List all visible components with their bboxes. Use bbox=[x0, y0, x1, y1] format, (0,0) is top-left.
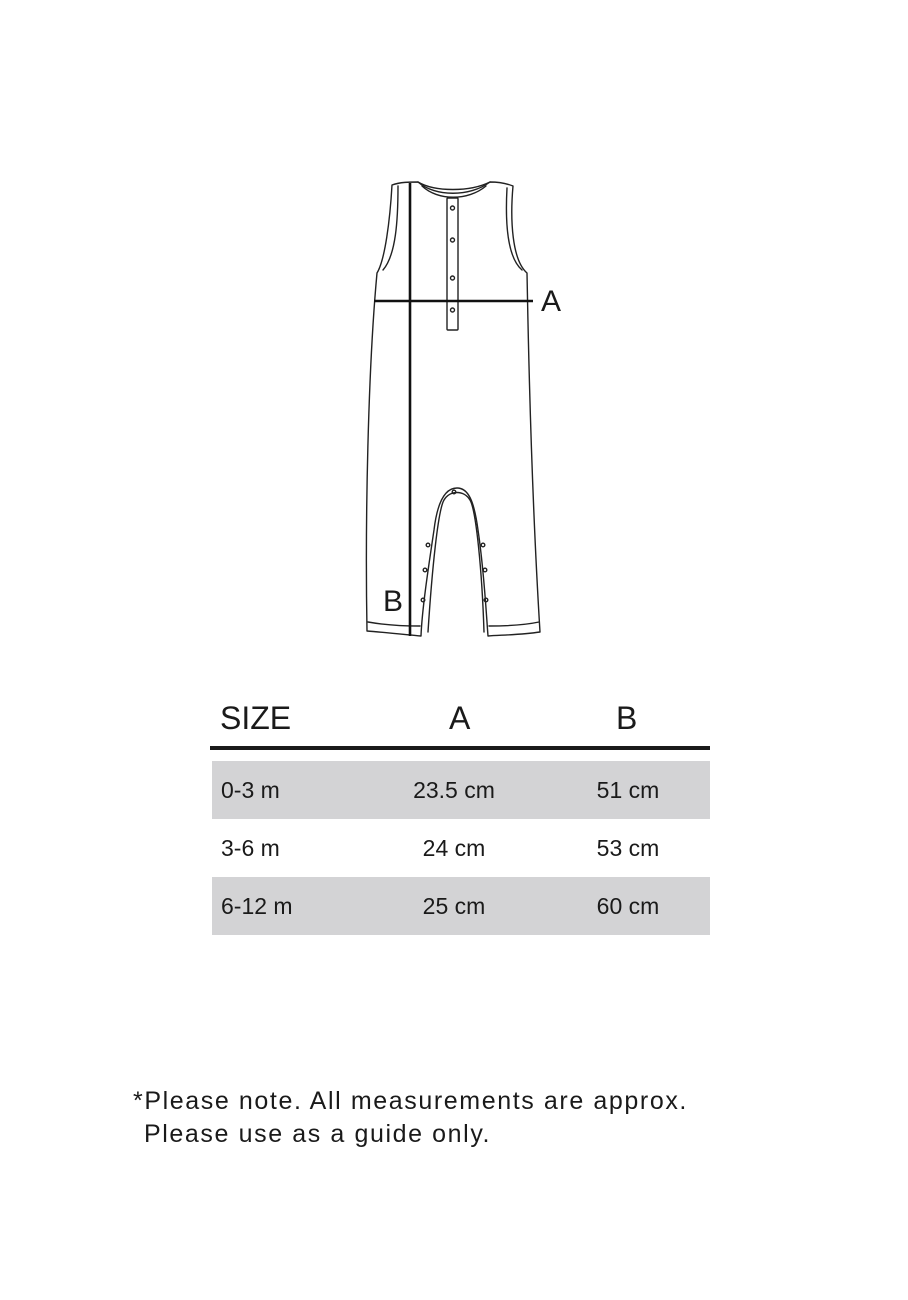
measure-label-b: B bbox=[383, 585, 404, 618]
cell-size: 0-3 m bbox=[221, 777, 280, 803]
table-header bbox=[210, 700, 710, 748]
table-body bbox=[212, 761, 710, 935]
header-size: SIZE bbox=[220, 700, 292, 736]
header-divider bbox=[210, 746, 710, 750]
table-row bbox=[212, 761, 710, 819]
measure-label-a: A bbox=[541, 285, 562, 318]
header-b: B bbox=[616, 700, 638, 736]
cell-size: 3-6 m bbox=[221, 835, 280, 861]
cell-b: 53 cm bbox=[596, 835, 660, 861]
table-row bbox=[212, 819, 710, 877]
header-a: A bbox=[449, 700, 471, 736]
romper-outline bbox=[340, 170, 580, 650]
cell-b: 60 cm bbox=[596, 893, 660, 919]
size-chart-table bbox=[210, 700, 710, 919]
romper-illustration bbox=[340, 170, 580, 650]
cell-b: 51 cm bbox=[596, 777, 660, 803]
cell-size: 6-12 m bbox=[221, 893, 293, 919]
note-line-2: Please use as a guide only. bbox=[144, 1120, 492, 1148]
cell-a: 24 cm bbox=[422, 835, 486, 861]
cell-a: 25 cm bbox=[422, 893, 486, 919]
note-line-1: *Please note. All measurements are approx. bbox=[133, 1087, 688, 1115]
measurement-note bbox=[133, 1085, 688, 1151]
table-row bbox=[212, 877, 710, 935]
cell-a: 23.5 cm bbox=[413, 777, 495, 803]
